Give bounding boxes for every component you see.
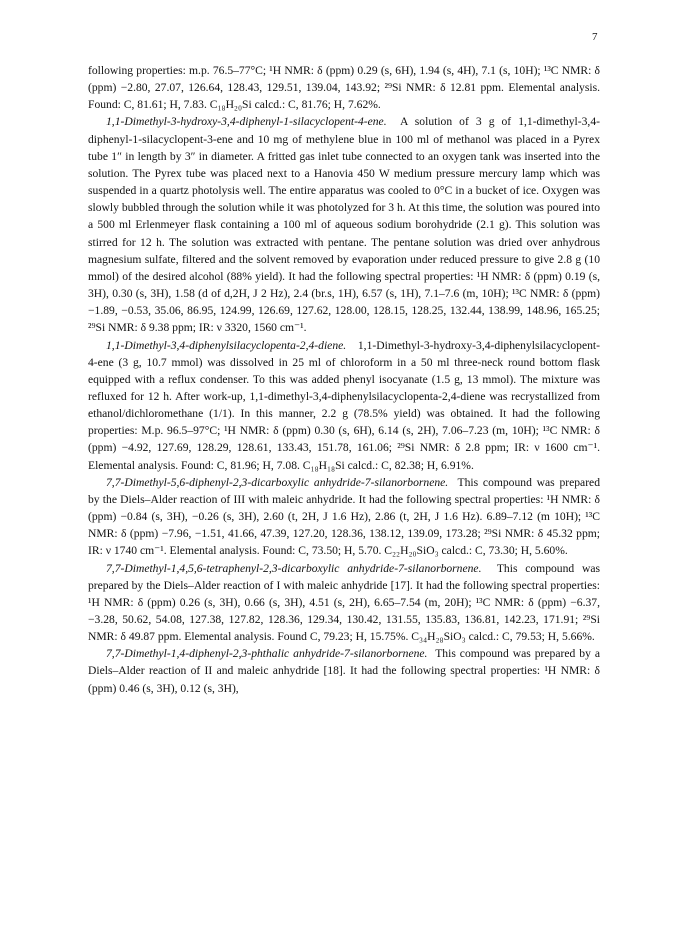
compound-title: 7,7-Dimethyl-5,6-diphenyl-2,3-dicarboxylic anhydride-7-silanorbornene.: [106, 475, 449, 489]
compound-title: 7,7-Dimethyl-1,4,5,6-tetraphenyl-2,3-dicarboxylic anhydride-7-silanorbornene.: [106, 561, 482, 575]
paragraph-text: A solution of 3 g of 1,1-dimethyl-3,4-diphenyl-1-silacyclopent-3-ene and 10 mg of methylene blue in 100 ml of methanol was placed in a Pyrex tube 1″ in length by 3″ in diameter. A fritted gas inlet tube connected to an oxygen tank was inserted into the solution. The Pyrex tube was placed next to a Hanovia 450 W medium pressure mercury lamp which was suspended in a quartz photolysis well. The entire apparatus was cooled to 0°C in a bucket of ice. Oxygen was slowly bubbled through the solution while it was photolyzed for 3 h. At this time, the solution was poured into a 500 ml Erlenmeyer flask containing a 100 ml of aqueous sodium borohydride (2.1 g). This solution was stirred for 12 h. The solution was extracted with pentane. The pentane solution was dried over anhydrous magnesium sulfate, filtered and the solvent removed by evaporation under reduced pressure to give 2.8 g (10 mmol) of the desired alcohol (88% yield). It had the following spectral properties: ¹H NMR: δ (ppm) 0.19 (s, 3H), 0.30 (s, 3H), 1.58 (d of d,2H, J 2 Hz), 2.4 (br.s, 1H), 6.57 (s, 1H), 7.1–7.6 (m, 10H); ¹³C NMR: δ (ppm) −1.89, −0.53, 35.06, 86.95, 124.99, 126.69, 127.62, 128.00, 128.15, 128.25, 132.44, 138.99, 148.96, 165.25; ²⁹Si NMR: δ 9.38 ppm; IR: ν 3320, 1560 cm⁻¹.: [88, 115, 600, 335]
paragraph-text: This compound was prepared by a Diels–Alder reaction of II and maleic anhydride [18]. It had the following spectral properties: ¹H NMR: δ (ppm) 0.46 (s, 3H), 0.12 (s, 3H),: [88, 647, 600, 695]
paragraph-phthalic-silanorbornene: [88, 645, 600, 696]
paragraph-text: 1,1-Dimethyl-3-hydroxy-3,4-diphenylsilacyclopent-4-ene (3 g, 10.7 mmol) was dissolved in 25 ml of chloroform in a 50 ml three-neck round bottom flask equipped with a reflux condenser. To this was added phenyl isocyanate (1.5 g, 13 mmol). The mixture was refluxed for 12 h. After work-up, 1,1-dimethyl-3,4-diphenylsilacyclopenta-2,4-diene was recrystallized from ethanol/dichloromethane (1/1). In this manner, 2.2 g (78.5% yield) was obtained. It had the following properties: M.p. 96.5–97°C; ¹H NMR: δ (ppm) 0.30 (s, 6H), 6.14 (s, 2H), 7.06–7.23 (m, 10H); ¹³C NMR: δ (ppm) −4.92, 127.69, 128.29, 128.61, 133.43, 151.78, 161.06; ²⁹Si NMR: δ 2.8 ppm; IR: ν 1600 cm⁻¹. Elemental analysis. Found: C, 81.96; H, 7.08. C₁₈H₁₈Si calcd.: C, 82.38; H, 6.91%.: [88, 338, 600, 472]
compound-title: 7,7-Dimethyl-1,4-diphenyl-2,3-phthalic anhydride-7-silanorbornene.: [106, 647, 428, 661]
page-number: 7: [592, 31, 598, 43]
paragraph-tetraphenyl-silanorbornene: [88, 560, 600, 646]
paragraph-silacyclopentadiene: [88, 337, 600, 474]
paragraph-text: This compound was prepared by the Diels–Alder reaction of III with maleic anhydride. It had the following spectral properties: ¹H NMR: δ (ppm) −0.84 (s, 3H), −0.26 (s, 3H), 2.60 (t, 2H, J 1.6 Hz), 2.86 (t, 2H, J 1.6 Hz). 6.89–7.12 (m 10H); ¹³C NMR: δ (ppm) −7.96, −1.51, 41.66, 47.39, 127.20, 128.36, 138.12, 139.09, 173.28; ²⁹Si NMR: δ 45.32 ppm; IR: ν 1740 cm⁻¹. Elemental analysis. Found: C, 73.50; H, 5.70. C₂₂H₂₀SiO₃ calcd.: C, 73.30; H, 5.60%.: [88, 475, 600, 558]
body-text: [88, 62, 600, 697]
paragraph-text: This compound was prepared by the Diels–Alder reaction of I with maleic anhydride [17]. It had the following spectral properties: ¹H NMR: δ (ppm) 0.26 (s, 3H), 0.66 (s, 3H), 4.51 (s, 2H), 6.65–7.54 (m, 20H); ¹³C NMR: δ (ppm) −6.37, −3.28, 50.62, 54.08, 127.38, 127.82, 128.36, 129.34, 130.42, 131.55, 135.83, 136.81, 142.23, 171.91; ²⁹Si NMR: δ 49.87 ppm. Elemental analysis. Found C, 79.23; H, 15.75%. C₃₄H₂₈SiO₃ calcd.: C, 79.53; H, 5.66%.: [88, 561, 600, 644]
paragraph-diphenyl-silanorbornene: [88, 474, 600, 560]
compound-title: 1,1-Dimethyl-3-hydroxy-3,4-diphenyl-1-silacyclopent-4-ene.: [106, 115, 387, 129]
compound-title: 1,1-Dimethyl-3,4-diphenylsilacyclopenta-2,4-diene.: [106, 338, 347, 352]
paragraph-continuation: [88, 62, 600, 113]
paragraph-text: following properties: m.p. 76.5–77°C; ¹H NMR: δ (ppm) 0.29 (s, 6H), 1.94 (s, 4H), 7.1 (s, 10H); ¹³C NMR: δ (ppm) −2.80, 27.07, 126.64, 128.43, 129.51, 139.04, 143.92; ²⁹Si NMR: δ 12.81 ppm. Elemental analysis. Found: C, 81.61; H, 7.83. C₁₈H₂₀Si calcd.: C, 81.76; H, 7.62%.: [88, 64, 600, 112]
paragraph-silacyclopentene-alcohol: [88, 113, 600, 336]
